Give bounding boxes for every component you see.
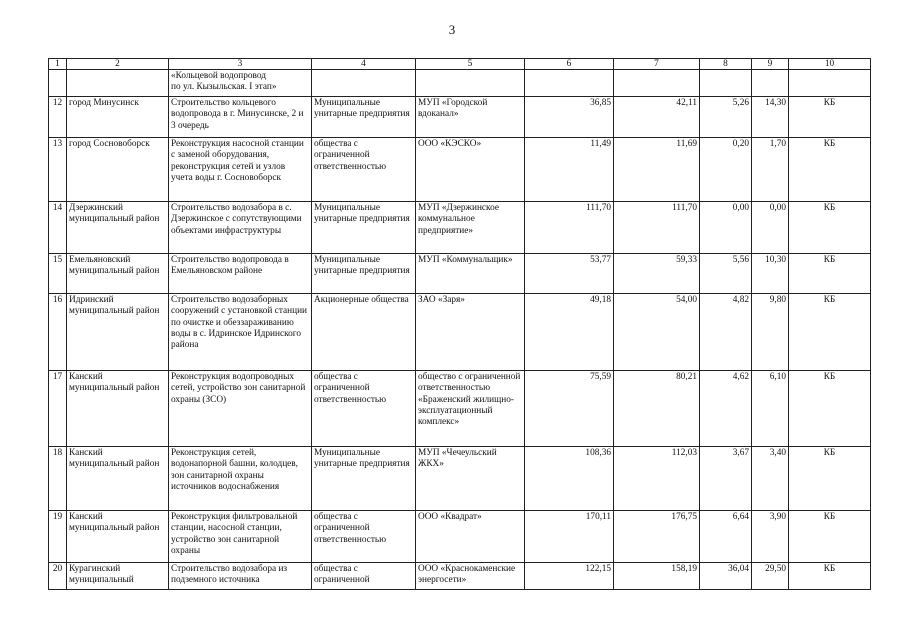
value-col6: 11,49 (525, 138, 614, 202)
organization-cell: общество с ограниченной ответственностью «Браженский жилищно-эксплуатационный комплекс» (416, 371, 525, 447)
value-col6: 49,18 (525, 294, 614, 371)
value-col6: 108,36 (525, 447, 614, 511)
table-row (49, 511, 871, 563)
value-col7: 111,70 (614, 202, 700, 254)
value-col9: 3,40 (752, 447, 789, 511)
row-number: 17 (49, 371, 67, 447)
value-col7: 11,69 (614, 138, 700, 202)
project-cell: Строительство кольцевого водопровода в г. Минусинске, 2 и 3 очередь (169, 97, 312, 138)
value-col8: 5,56 (700, 254, 752, 294)
organization-cell: ООО «Краснокаменские энергосети» (416, 563, 525, 590)
org-form-cell: общества с ограниченной ответственностью (312, 511, 416, 563)
row-number: 12 (49, 97, 67, 138)
organization-cell: ООО «Квадрат» (416, 511, 525, 563)
row-number: 16 (49, 294, 67, 371)
project-cell: Строительство водозаборных сооружений с установкой станции по очистке и обеззараживанию воды в с. Идринское Идринского района (169, 294, 312, 371)
org-form-cell: общества с ограниченной ответственностью (312, 371, 416, 447)
projects-table (48, 58, 871, 590)
col-header: 3 (169, 59, 312, 70)
source-cell: КБ (789, 511, 871, 563)
organization-cell: ООО «КЭСКО» (416, 138, 525, 202)
value-col6: 111,70 (525, 202, 614, 254)
organization-cell: МУП «Дзержинское коммунальное предприятие» (416, 202, 525, 254)
table-row (49, 254, 871, 294)
source-cell: КБ (789, 202, 871, 254)
value-col8: 5,26 (700, 97, 752, 138)
value-col8: 36,04 (700, 563, 752, 590)
value-col9: 10,30 (752, 254, 789, 294)
value-col7: 176,75 (614, 511, 700, 563)
col-header: 5 (416, 59, 525, 70)
territory-cell: Дзержинский муниципальный район (67, 202, 169, 254)
source-cell: КБ (789, 97, 871, 138)
project-cell: Реконструкция сетей, водонапорной башни, колодцев, зон санитарной охраны источников водоснабжения (169, 447, 312, 511)
row-number: 18 (49, 447, 67, 511)
org-form-cell: Акционерные общества (312, 294, 416, 371)
org-form-cell: Муниципальные унитарные предприятия (312, 447, 416, 511)
continuation-project: «Кольцевой водопровод по ул. Кызыльская. I этап» (169, 70, 312, 97)
org-form-cell: общества с ограниченной (312, 563, 416, 590)
value-col6: 75,59 (525, 371, 614, 447)
org-form-cell: Муниципальные унитарные предприятия (312, 202, 416, 254)
col-header: 7 (614, 59, 700, 70)
col-header: 10 (789, 59, 871, 70)
organization-cell: МУП «Городской вдоканал» (416, 97, 525, 138)
row-number: 15 (49, 254, 67, 294)
col-header: 4 (312, 59, 416, 70)
org-form-cell: общества с ограниченной ответственностью (312, 138, 416, 202)
col-header: 9 (752, 59, 789, 70)
source-cell: КБ (789, 254, 871, 294)
table-row (49, 202, 871, 254)
territory-cell: Канский муниципальный район (67, 447, 169, 511)
value-col7: 112,03 (614, 447, 700, 511)
project-cell: Строительство водозабора в с. Дзержинское с сопутствующими объектами инфраструктуры (169, 202, 312, 254)
value-col8: 4,82 (700, 294, 752, 371)
col-header: 2 (67, 59, 169, 70)
value-col6: 122,15 (525, 563, 614, 590)
value-col9: 29,50 (752, 563, 789, 590)
project-cell: Строительство водозабора из подземного источника (169, 563, 312, 590)
source-cell: КБ (789, 371, 871, 447)
col-header: 1 (49, 59, 67, 70)
territory-cell: Канский муниципальный район (67, 511, 169, 563)
row-number: 14 (49, 202, 67, 254)
value-col8: 6,64 (700, 511, 752, 563)
value-col9: 0,00 (752, 202, 789, 254)
value-col9: 6,10 (752, 371, 789, 447)
value-col8: 3,67 (700, 447, 752, 511)
source-cell: КБ (789, 563, 871, 590)
table-row (49, 97, 871, 138)
source-cell: КБ (789, 447, 871, 511)
organization-cell: МУП «Чечеульский ЖКХ» (416, 447, 525, 511)
col-header: 6 (525, 59, 614, 70)
territory-cell: Канский муниципальный район (67, 371, 169, 447)
project-cell: Реконструкция водопроводных сетей, устройство зон санитарной охраны (ЗСО) (169, 371, 312, 447)
territory-cell: город Сосновоборск (67, 138, 169, 202)
col-header: 8 (700, 59, 752, 70)
table-row (49, 563, 871, 590)
value-col6: 170,11 (525, 511, 614, 563)
value-col8: 0,20 (700, 138, 752, 202)
value-col7: 80,21 (614, 371, 700, 447)
value-col9: 1,70 (752, 138, 789, 202)
value-col8: 4,62 (700, 371, 752, 447)
project-cell: Реконструкция фильтровальной станции, насосной станции, устройство зон санитарной охраны (169, 511, 312, 563)
table-row (49, 294, 871, 371)
value-col9: 3,90 (752, 511, 789, 563)
territory-cell: Курагинский муниципальный (67, 563, 169, 590)
territory-cell: Идринский муниципальный район (67, 294, 169, 371)
table-row (49, 447, 871, 511)
project-cell: Строительство водопровода в Емельяновском районе (169, 254, 312, 294)
territory-cell: Емельяновский муниципальный район (67, 254, 169, 294)
header-row (49, 59, 871, 70)
source-cell: КБ (789, 138, 871, 202)
value-col7: 158,19 (614, 563, 700, 590)
value-col7: 42,11 (614, 97, 700, 138)
project-cell: Реконструкция насосной станции с заменой оборудования, реконструкция сетей и узлов учета воды г. Сосновоборск (169, 138, 312, 202)
row-number: 19 (49, 511, 67, 563)
page-number: 3 (448, 22, 456, 37)
organization-cell: МУП «Коммунальщик» (416, 254, 525, 294)
territory-cell: город Минусинск (67, 97, 169, 138)
value-col9: 14,30 (752, 97, 789, 138)
value-col6: 53,77 (525, 254, 614, 294)
value-col7: 54,00 (614, 294, 700, 371)
source-cell: КБ (789, 294, 871, 371)
org-form-cell: Муниципальные унитарные предприятия (312, 97, 416, 138)
value-col9: 9,80 (752, 294, 789, 371)
row-number: 13 (49, 138, 67, 202)
table-row (49, 138, 871, 202)
table-row (49, 371, 871, 447)
continuation-row (49, 70, 871, 97)
row-number: 20 (49, 563, 67, 590)
value-col6: 36,85 (525, 97, 614, 138)
organization-cell: ЗАО «Заря» (416, 294, 525, 371)
value-col7: 59,33 (614, 254, 700, 294)
value-col8: 0,00 (700, 202, 752, 254)
org-form-cell: Муниципальные унитарные предприятия (312, 254, 416, 294)
